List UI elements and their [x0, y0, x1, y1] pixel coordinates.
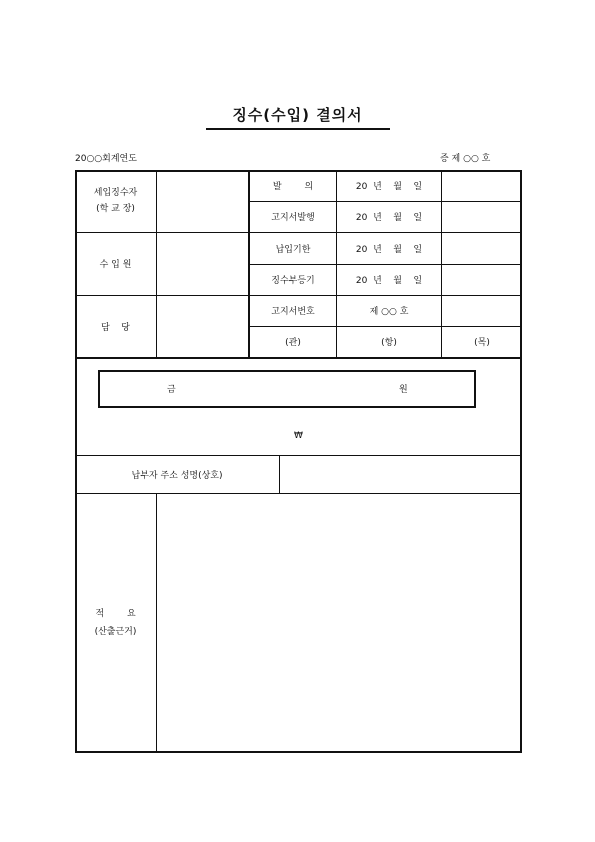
collector-cell: [75, 170, 156, 232]
budget-hang: (항): [381, 338, 397, 348]
proposal-seal-field[interactable]: [442, 171, 522, 201]
ledger-entry-date: 20 년 월 일: [355, 276, 423, 286]
collector-sub-label: (학 교 장): [96, 204, 135, 214]
document-title: 징수(수입) 결의서: [232, 106, 363, 124]
notice-issue-seal-field[interactable]: [442, 202, 522, 232]
currency-symbol: ₩: [294, 431, 303, 441]
payer-label: 납부자 주소 성명(상호): [131, 470, 223, 481]
cashier-signature-field[interactable]: [157, 233, 248, 295]
staff-label: 담 당: [101, 322, 130, 333]
budget-mok: (목): [474, 338, 490, 348]
notice-number-label: 고지서번호: [271, 307, 315, 317]
title-underline: [206, 128, 390, 130]
summary-content-field[interactable]: [157, 494, 522, 752]
staff-signature-field[interactable]: [157, 296, 248, 357]
proposal-label: 발 의: [272, 182, 314, 192]
notice-issue-date: 20 년 월 일: [355, 213, 423, 223]
due-date-seal-field[interactable]: [442, 233, 522, 264]
summary-cell: [75, 493, 156, 752]
due-date-label: 납입기한: [275, 244, 311, 255]
summary-label: 적 요: [95, 608, 136, 619]
amount-box[interactable]: [98, 370, 476, 408]
collector-signature-field[interactable]: [157, 171, 248, 232]
notice-number-field[interactable]: [442, 296, 522, 326]
amount-label: 금: [167, 385, 176, 395]
ledger-entry-seal-field[interactable]: [442, 265, 522, 295]
proposal-date: 20 년 월 일: [355, 182, 423, 192]
notice-issue-label: 고지서발행: [271, 213, 315, 223]
payer-field[interactable]: [280, 456, 522, 493]
section-divider: [75, 357, 522, 359]
amount-unit: 원: [399, 385, 408, 395]
summary-sub-label: (산출근거): [94, 626, 137, 637]
cashier-label: 수 입 원: [99, 260, 132, 270]
collector-label: 세입징수자: [93, 188, 138, 198]
notice-number: 제 ○○ 호: [369, 307, 409, 317]
fiscal-year: 20○○회계연도: [75, 154, 137, 164]
ledger-entry-label: 징수부등기: [271, 276, 315, 286]
certificate-number: 증 제 ○○ 호: [440, 154, 491, 164]
due-date: 20 년 월 일: [355, 244, 423, 255]
budget-gwan: (관): [285, 338, 301, 348]
